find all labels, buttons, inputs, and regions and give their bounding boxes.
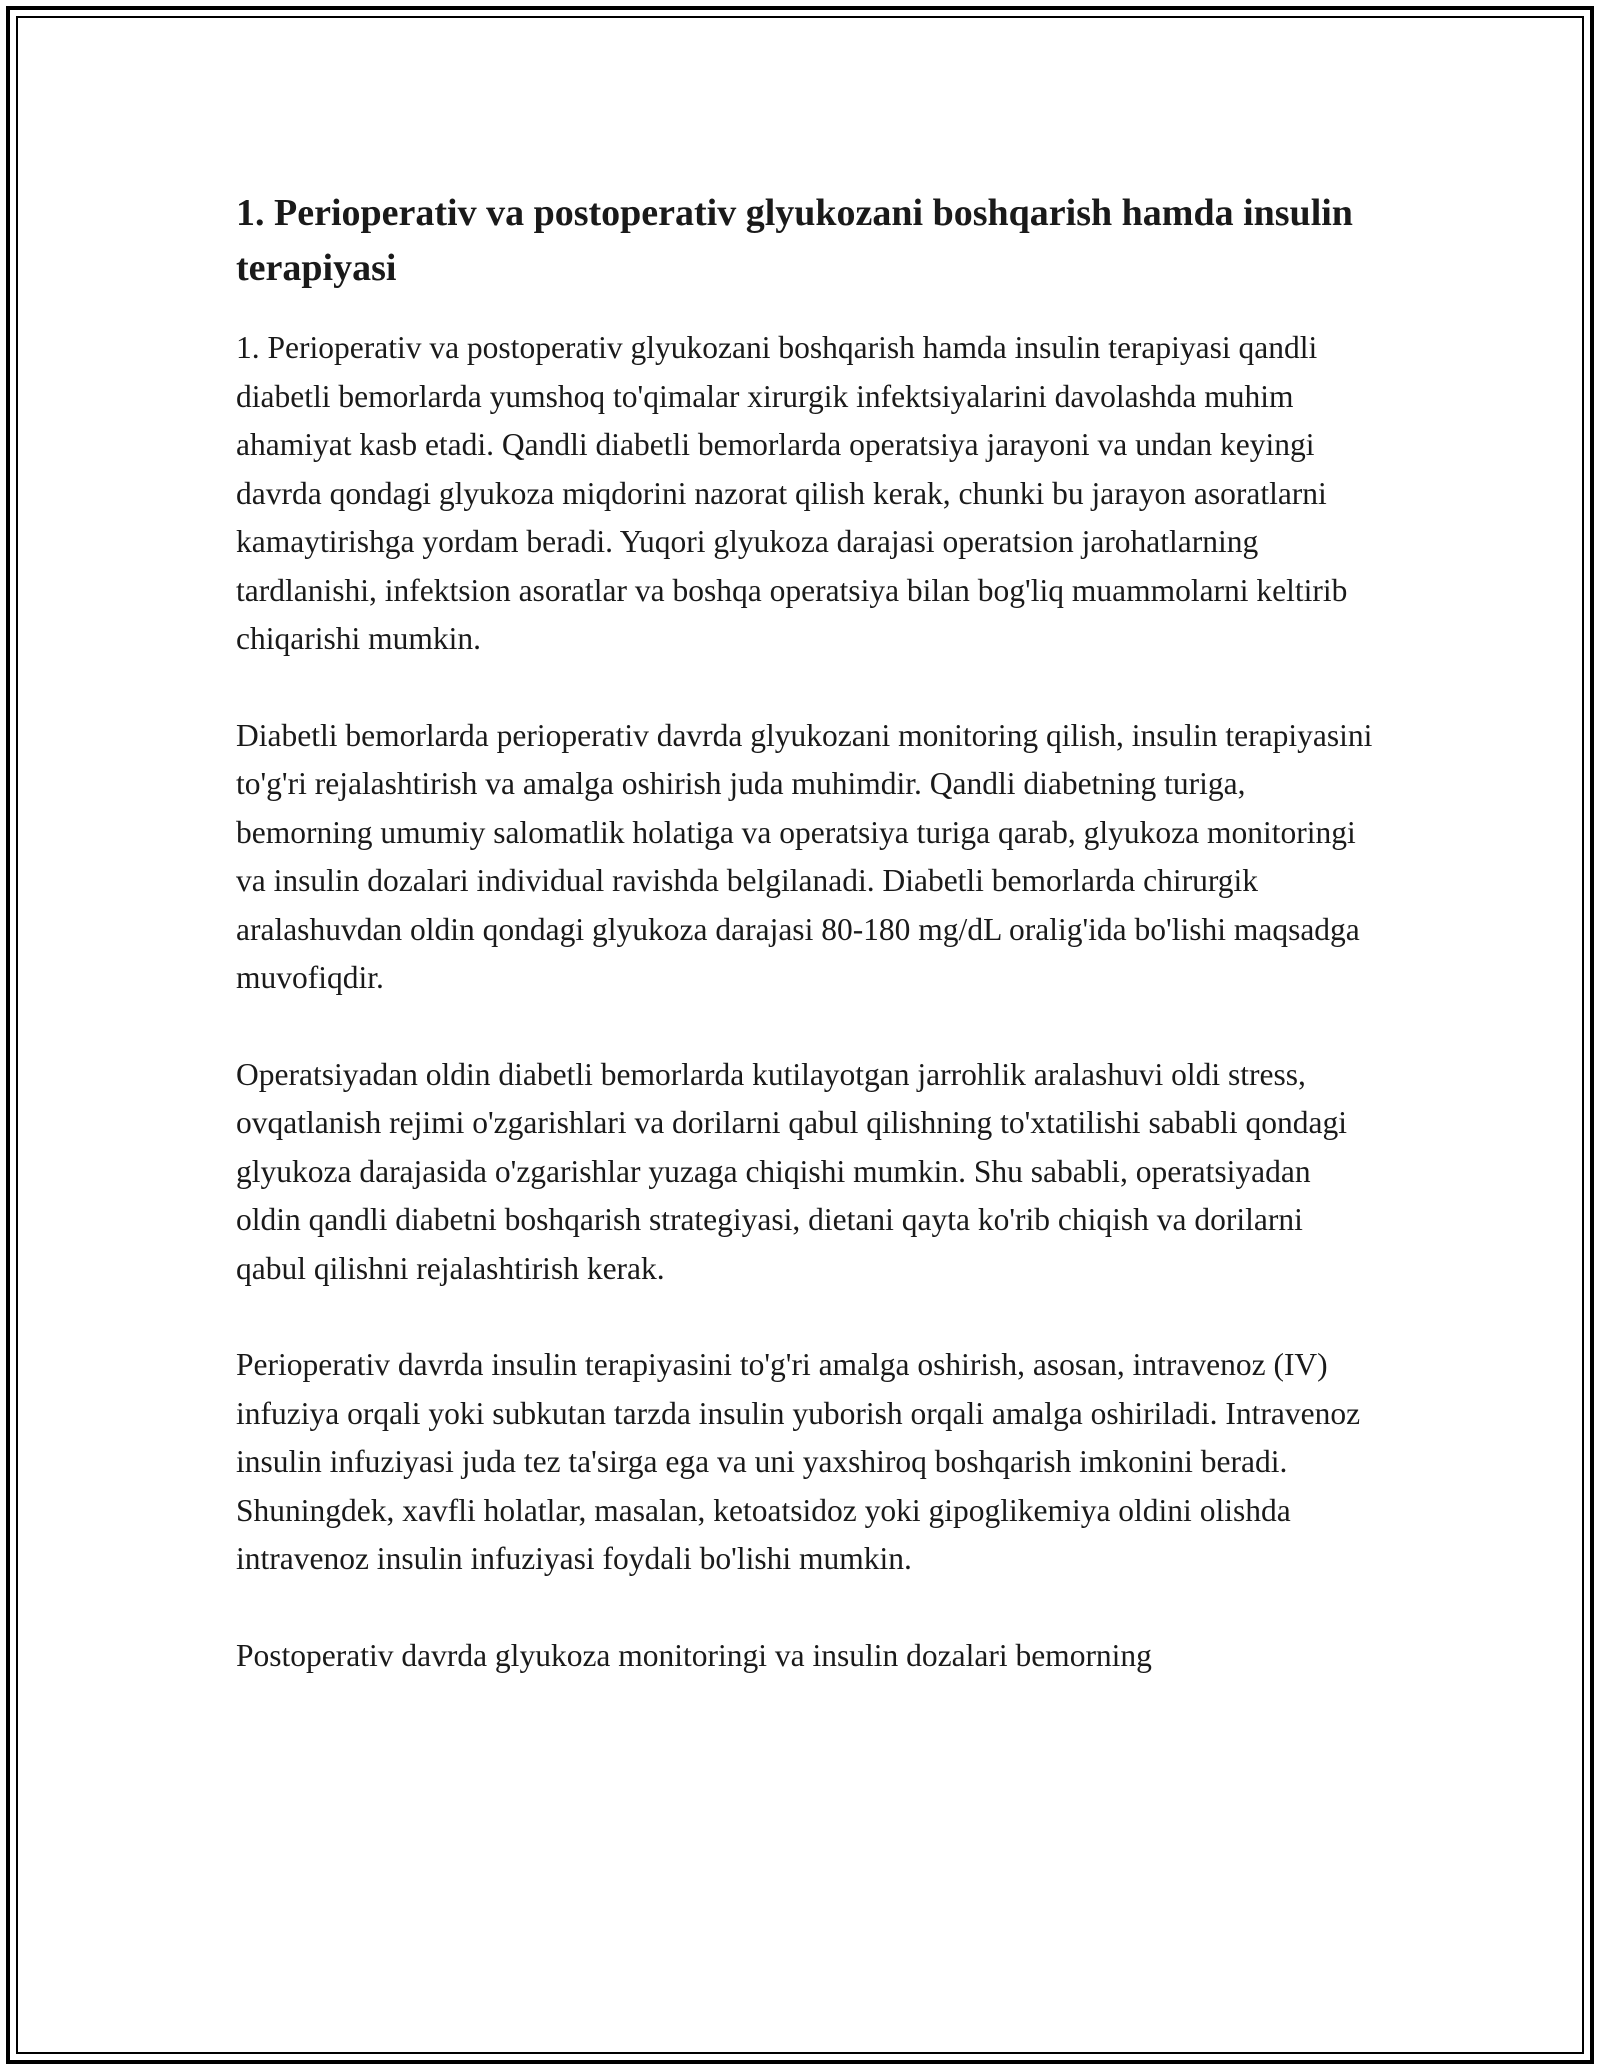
- paragraph-1: 1. Perioperativ va postoperativ glyukozani boshqarish hamda insulin terapiyasi qandli diabetli bemorlarda yumshoq to'qimalar xirurgik infektsiyalarini davolashda muhim ahamiyat kasb etadi. Qandli diabetli bemorlarda operatsiya jarayoni va undan keyingi davrda qondagi glyukoza miqdorini nazorat qilish kerak, chunki bu jarayon asoratlarni kamaytirishga yordam beradi. Yuqori glyukoza darajasi operatsion jarohatlarning tardlanishi, infektsion asoratlar va boshqa operatsiya bilan bog'liq muammolarni keltirib chiqarishi mumkin.: [236, 330, 1348, 656]
- paragraph-2: Diabetli bemorlarda perioperativ davrda glyukozani monitoring qilish, insulin terapiyasini to'g'ri rejalashtirish va amalga oshirish juda muhimdir. Qandli diabetning turiga, bemorning umumiy salomatlik holatiga va operatsiya turiga qarab, glyukoza monitoringi va insulin dozalari individual ravishda belgilanadi. Diabetli bemorlarda chirurgik aralashuvdan oldin qondagi glyukoza darajasi 80-180 mg/dL oralig'ida bo'lishi maqsadga muvofiqdir.: [236, 717, 1373, 995]
- paragraph-4: Perioperativ davrda insulin terapiyasini to'g'ri amalga oshirish, asosan, intravenoz (IV) infuziya orqali yoki subkutan tarzda insulin yuborish orqali amalga oshiriladi. Intravenoz insulin infuziyasi juda tez ta'sirga ega va uni yaxshiroq boshqarish imkonini beradi. Shuningdek, xavfli holatlar, masalan, ketoatsidoz yoki gipoglikemiya oldini olishda intravenoz insulin infuziyasi foydali bo'lishi mumkin.: [236, 1347, 1361, 1576]
- paragraph-5: Postoperativ davrda glyukoza monitoringi va insulin dozalari bemorning: [236, 1637, 1152, 1673]
- document-body: [236, 186, 1376, 1728]
- paragraph-3: Operatsiyadan oldin diabetli bemorlarda kutilayotgan jarrohlik aralashuvi oldi stress, ovqatlanish rejimi o'zgarishlari va dorilarni qabul qilishning to'xtatilishi sababli qondagi glyukoza darajasida o'zgarishlar yuzaga chiqishi mumkin. Shu sababli, operatsiyadan oldin qandli diabetni boshqarish strategiyasi, dietani qayta ko'rib chiqish va dorilarni qabul qilishni rejalashtirish kerak.: [236, 1056, 1348, 1286]
- section-heading: 1. Perioperativ va postoperativ glyukozani boshqarish hamda insulin terapiyasi: [236, 192, 1353, 289]
